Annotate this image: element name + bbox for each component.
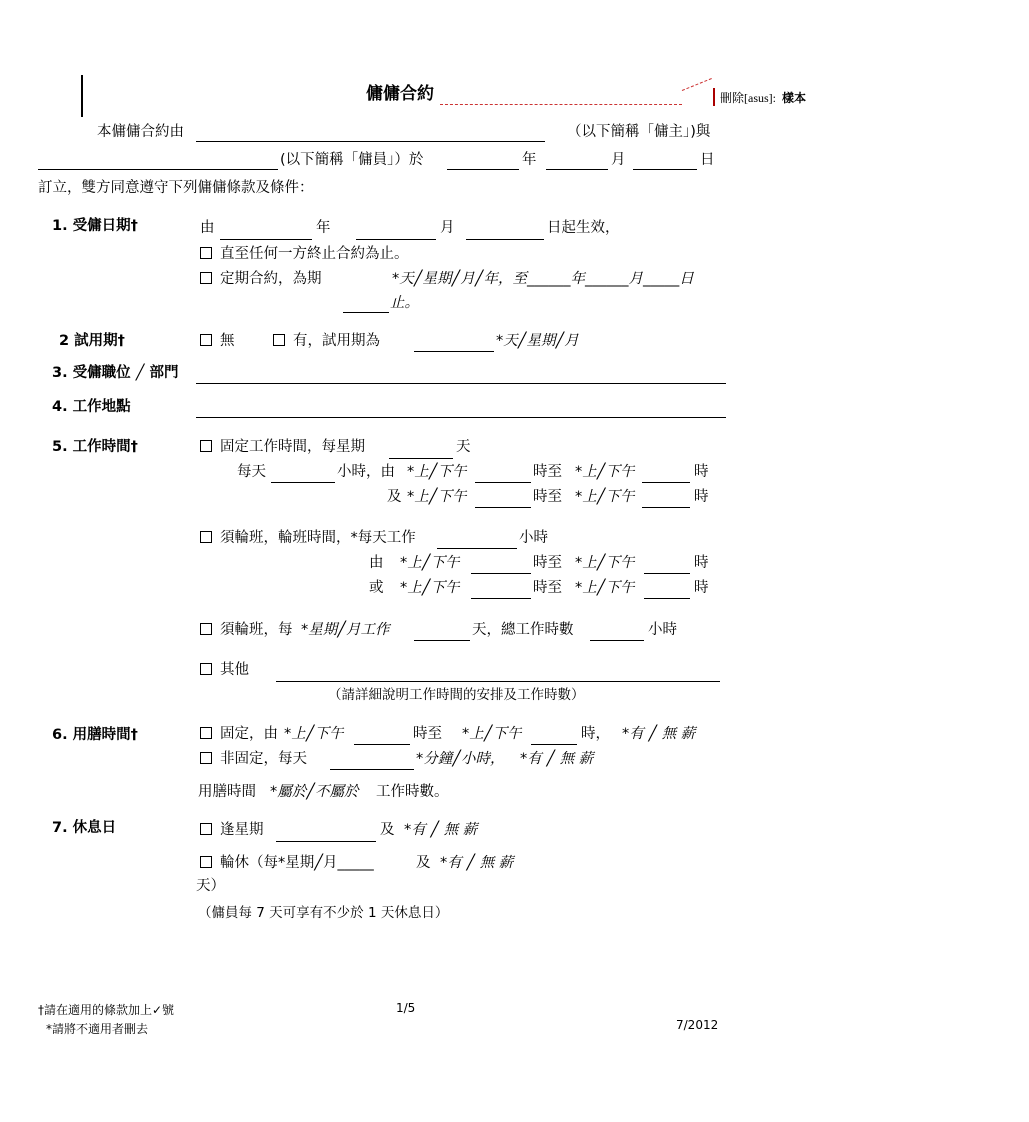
shift-start-2-field[interactable]: [471, 598, 531, 599]
s6-pay-1: *有 ╱ 無 薪: [622, 726, 696, 742]
s2-none-text: 無: [220, 333, 235, 349]
s5-shift1: [200, 528, 416, 548]
s1-effective: 日起生效，: [547, 220, 620, 236]
s6-unit: *分鐘╱小時，: [416, 751, 505, 767]
section-5-label: 5. 工作時間†: [52, 439, 138, 455]
s6-ampm-1: *上╱下午: [284, 726, 344, 742]
s5-to-4: 時至: [533, 580, 562, 596]
shift-start-1-field[interactable]: [471, 573, 531, 574]
revision-line: [440, 104, 682, 105]
s5-day: 天: [456, 439, 471, 455]
revision-note: 刪除[asus]:: [720, 91, 776, 105]
s7-and: 及: [380, 822, 395, 838]
s5-and: 及: [387, 489, 402, 505]
section-2-label: 2 試用期†: [59, 333, 125, 349]
s5-hour-2: 小時: [648, 622, 677, 638]
shift-end-1-field[interactable]: [644, 573, 690, 574]
s5-shift2-text: 須輪班，每: [220, 622, 293, 638]
s1-opt1: [200, 244, 409, 264]
section-6-label: 6. 用膳時間†: [52, 727, 138, 743]
s5-hr-3: 時: [694, 555, 709, 571]
s5-ampm-6: *上╱下午: [575, 555, 635, 571]
revision-connector: [682, 78, 712, 91]
term-end-field[interactable]: [343, 312, 389, 313]
other-hours-field[interactable]: [276, 681, 720, 682]
s5-hours-from: 小時，由: [337, 464, 395, 480]
rotating-rest-checkbox[interactable]: [200, 856, 212, 868]
position-field[interactable]: [196, 383, 726, 384]
s5-or: 或: [369, 580, 384, 596]
shift-hours-field[interactable]: [437, 548, 517, 549]
section-4-label: 4. 工作地點: [52, 399, 131, 415]
employer-name-field[interactable]: [196, 141, 545, 142]
section-1-label: 1. 受傭日期†: [52, 218, 138, 234]
s5-ampm-1: *上╱下午: [407, 464, 467, 480]
shift-period-checkbox[interactable]: [200, 623, 212, 635]
fixed-hours-checkbox[interactable]: [200, 440, 212, 452]
s5-ampm-4: *上╱下午: [575, 489, 635, 505]
s1-opt2: [200, 269, 322, 289]
s1-opt1-text: 直至任何一方終止合約為止。: [220, 246, 409, 262]
s7-weekly-text: 逢星期: [220, 822, 264, 838]
s5-fixed: [200, 437, 365, 457]
no-probation-checkbox[interactable]: [200, 334, 212, 346]
day-label: 日: [700, 152, 715, 168]
s6-to: 時至: [413, 726, 442, 742]
sign-day-field[interactable]: [633, 169, 697, 170]
s6-ampm-2: *上╱下午: [462, 726, 522, 742]
s6-hr: 時，: [581, 726, 610, 742]
shift-end-2-field[interactable]: [644, 598, 690, 599]
s7-pay-2: *有 ╱ 無 薪: [440, 855, 514, 871]
section-7-label: 7. 休息日: [52, 820, 117, 836]
sign-year-field[interactable]: [447, 169, 519, 170]
s5-to-1: 時至: [533, 464, 562, 480]
s5-ampm-3: *上╱下午: [407, 489, 467, 505]
shift-daily-checkbox[interactable]: [200, 531, 212, 543]
fixed-term-checkbox[interactable]: [200, 272, 212, 284]
s5-total: 天，總工作時數: [472, 622, 574, 638]
end-time-1-field[interactable]: [642, 482, 690, 483]
days-per-week-field[interactable]: [389, 458, 453, 459]
sign-month-field[interactable]: [546, 169, 608, 170]
s5-from: 由: [369, 555, 384, 571]
intro-text-3: (以下簡稱「傭員」）於: [280, 152, 424, 168]
s5-shift2-unit: *星期╱月工作: [301, 622, 390, 638]
nonfixed-meal-checkbox[interactable]: [200, 752, 212, 764]
s5-ampm-2: *上╱下午: [575, 464, 635, 480]
s6-work: 工作時數。: [376, 784, 449, 800]
page-number: 1/5: [396, 1001, 416, 1015]
fixed-meal-checkbox[interactable]: [200, 727, 212, 739]
s2-none: [200, 331, 235, 351]
s5-hr-2: 時: [694, 489, 709, 505]
intro-text-2: （以下簡稱「傭主」)與: [567, 124, 711, 140]
footer-note-1: †請在適用的條款加上✓號: [38, 1003, 175, 1017]
s5-ampm-8: *上╱下午: [575, 580, 635, 596]
start-time-2-field[interactable]: [475, 507, 531, 508]
s1-opt2-end: 止。: [390, 295, 419, 311]
start-month-field[interactable]: [356, 239, 436, 240]
weekly-rest-checkbox[interactable]: [200, 823, 212, 835]
start-time-1-field[interactable]: [475, 482, 531, 483]
meal-start-field[interactable]: [354, 744, 410, 745]
s5-to-3: 時至: [533, 555, 562, 571]
s1-opt2-unit: *天╱星期╱月╱年，至______年______月_____日: [392, 271, 694, 287]
s2-yes-text: 有，試用期為: [293, 333, 380, 349]
s5-other-text: 其他: [220, 662, 249, 678]
s6-nonfixed-text: 非固定，每天: [220, 751, 307, 767]
s5-ampm-7: *上╱下午: [400, 580, 460, 596]
s6-pay-2: *有 ╱ 無 薪: [520, 751, 594, 767]
s5-hr-1: 時: [694, 464, 709, 480]
start-day-field[interactable]: [466, 239, 544, 240]
rest-day-field[interactable]: [276, 841, 376, 842]
s6-meal: 用膳時間: [198, 784, 256, 800]
probation-checkbox[interactable]: [273, 334, 285, 346]
s7-and-2: 及: [416, 855, 431, 871]
s1-opt2-text: 定期合約，為期: [220, 271, 322, 287]
s5-ampm-5: *上╱下午: [400, 555, 460, 571]
footer-note-2: *請將不適用者刪去: [46, 1022, 149, 1036]
revision-marker: [713, 88, 715, 106]
sample-label: 樣本: [782, 91, 807, 105]
continuous-contract-checkbox[interactable]: [200, 247, 212, 259]
s5-shift2: [200, 620, 293, 640]
total-hours-field[interactable]: [590, 640, 644, 641]
year-label: 年: [522, 152, 537, 168]
s7-note: （傭員每 7 天可享有不少於 1 天休息日）: [198, 905, 449, 921]
other-hours-checkbox[interactable]: [200, 663, 212, 675]
s6-nonfixed: [200, 749, 307, 769]
s5-to-2: 時至: [533, 489, 562, 505]
intro-text-1: 本傭傭合約由: [97, 124, 184, 140]
s1-from: 由: [200, 220, 215, 236]
probation-length-field[interactable]: [414, 351, 494, 352]
s7-rotate-b: 天）: [196, 878, 225, 894]
s5-note: （請詳細說明工作時間的安排及工作時數）: [328, 687, 585, 703]
page-title: 傭傭合約: [366, 84, 434, 104]
s7-pay-1: *有 ╱ 無 薪: [404, 822, 478, 838]
margin-bar: [81, 75, 83, 117]
s6-fixed-text: 固定，由: [220, 726, 278, 742]
s5-daily: 每天: [237, 464, 266, 480]
s5-hour: 小時: [519, 530, 548, 546]
workplace-field[interactable]: [196, 417, 726, 418]
section-3-label: 3. 受傭職位 ╱ 部門: [52, 365, 179, 381]
s2-yes: [273, 331, 380, 351]
s7-rotate-text: 輪休（每*星期╱月_____: [220, 855, 374, 871]
hours-per-day-field[interactable]: [271, 482, 335, 483]
employee-name-field[interactable]: [38, 169, 278, 170]
end-time-2-field[interactable]: [642, 507, 690, 508]
month-label: 月: [611, 152, 626, 168]
shift-days-field[interactable]: [414, 640, 470, 641]
s2-unit: *天╱星期╱月: [496, 333, 579, 349]
meal-end-field[interactable]: [531, 744, 577, 745]
s5-shift1-text: 須輪班，輪班時間，*每天工作: [220, 530, 416, 546]
s6-fixed: [200, 724, 278, 744]
footer-date: 7/2012: [676, 1018, 719, 1032]
s1-month: 月: [440, 220, 455, 236]
meal-duration-field[interactable]: [330, 769, 414, 770]
s7-weekly: [200, 820, 264, 840]
s5-fixed-text: 固定工作時間，每星期: [220, 439, 365, 455]
start-year-field[interactable]: [220, 239, 312, 240]
s6-incl: *屬於╱不屬於: [270, 784, 359, 800]
s5-other: [200, 660, 249, 680]
s7-rotate: [200, 853, 374, 873]
intro-text-4: 訂立，雙方同意遵守下列傭傭條款及條件：: [38, 180, 314, 196]
s1-year: 年: [316, 220, 331, 236]
s5-hr-4: 時: [694, 580, 709, 596]
